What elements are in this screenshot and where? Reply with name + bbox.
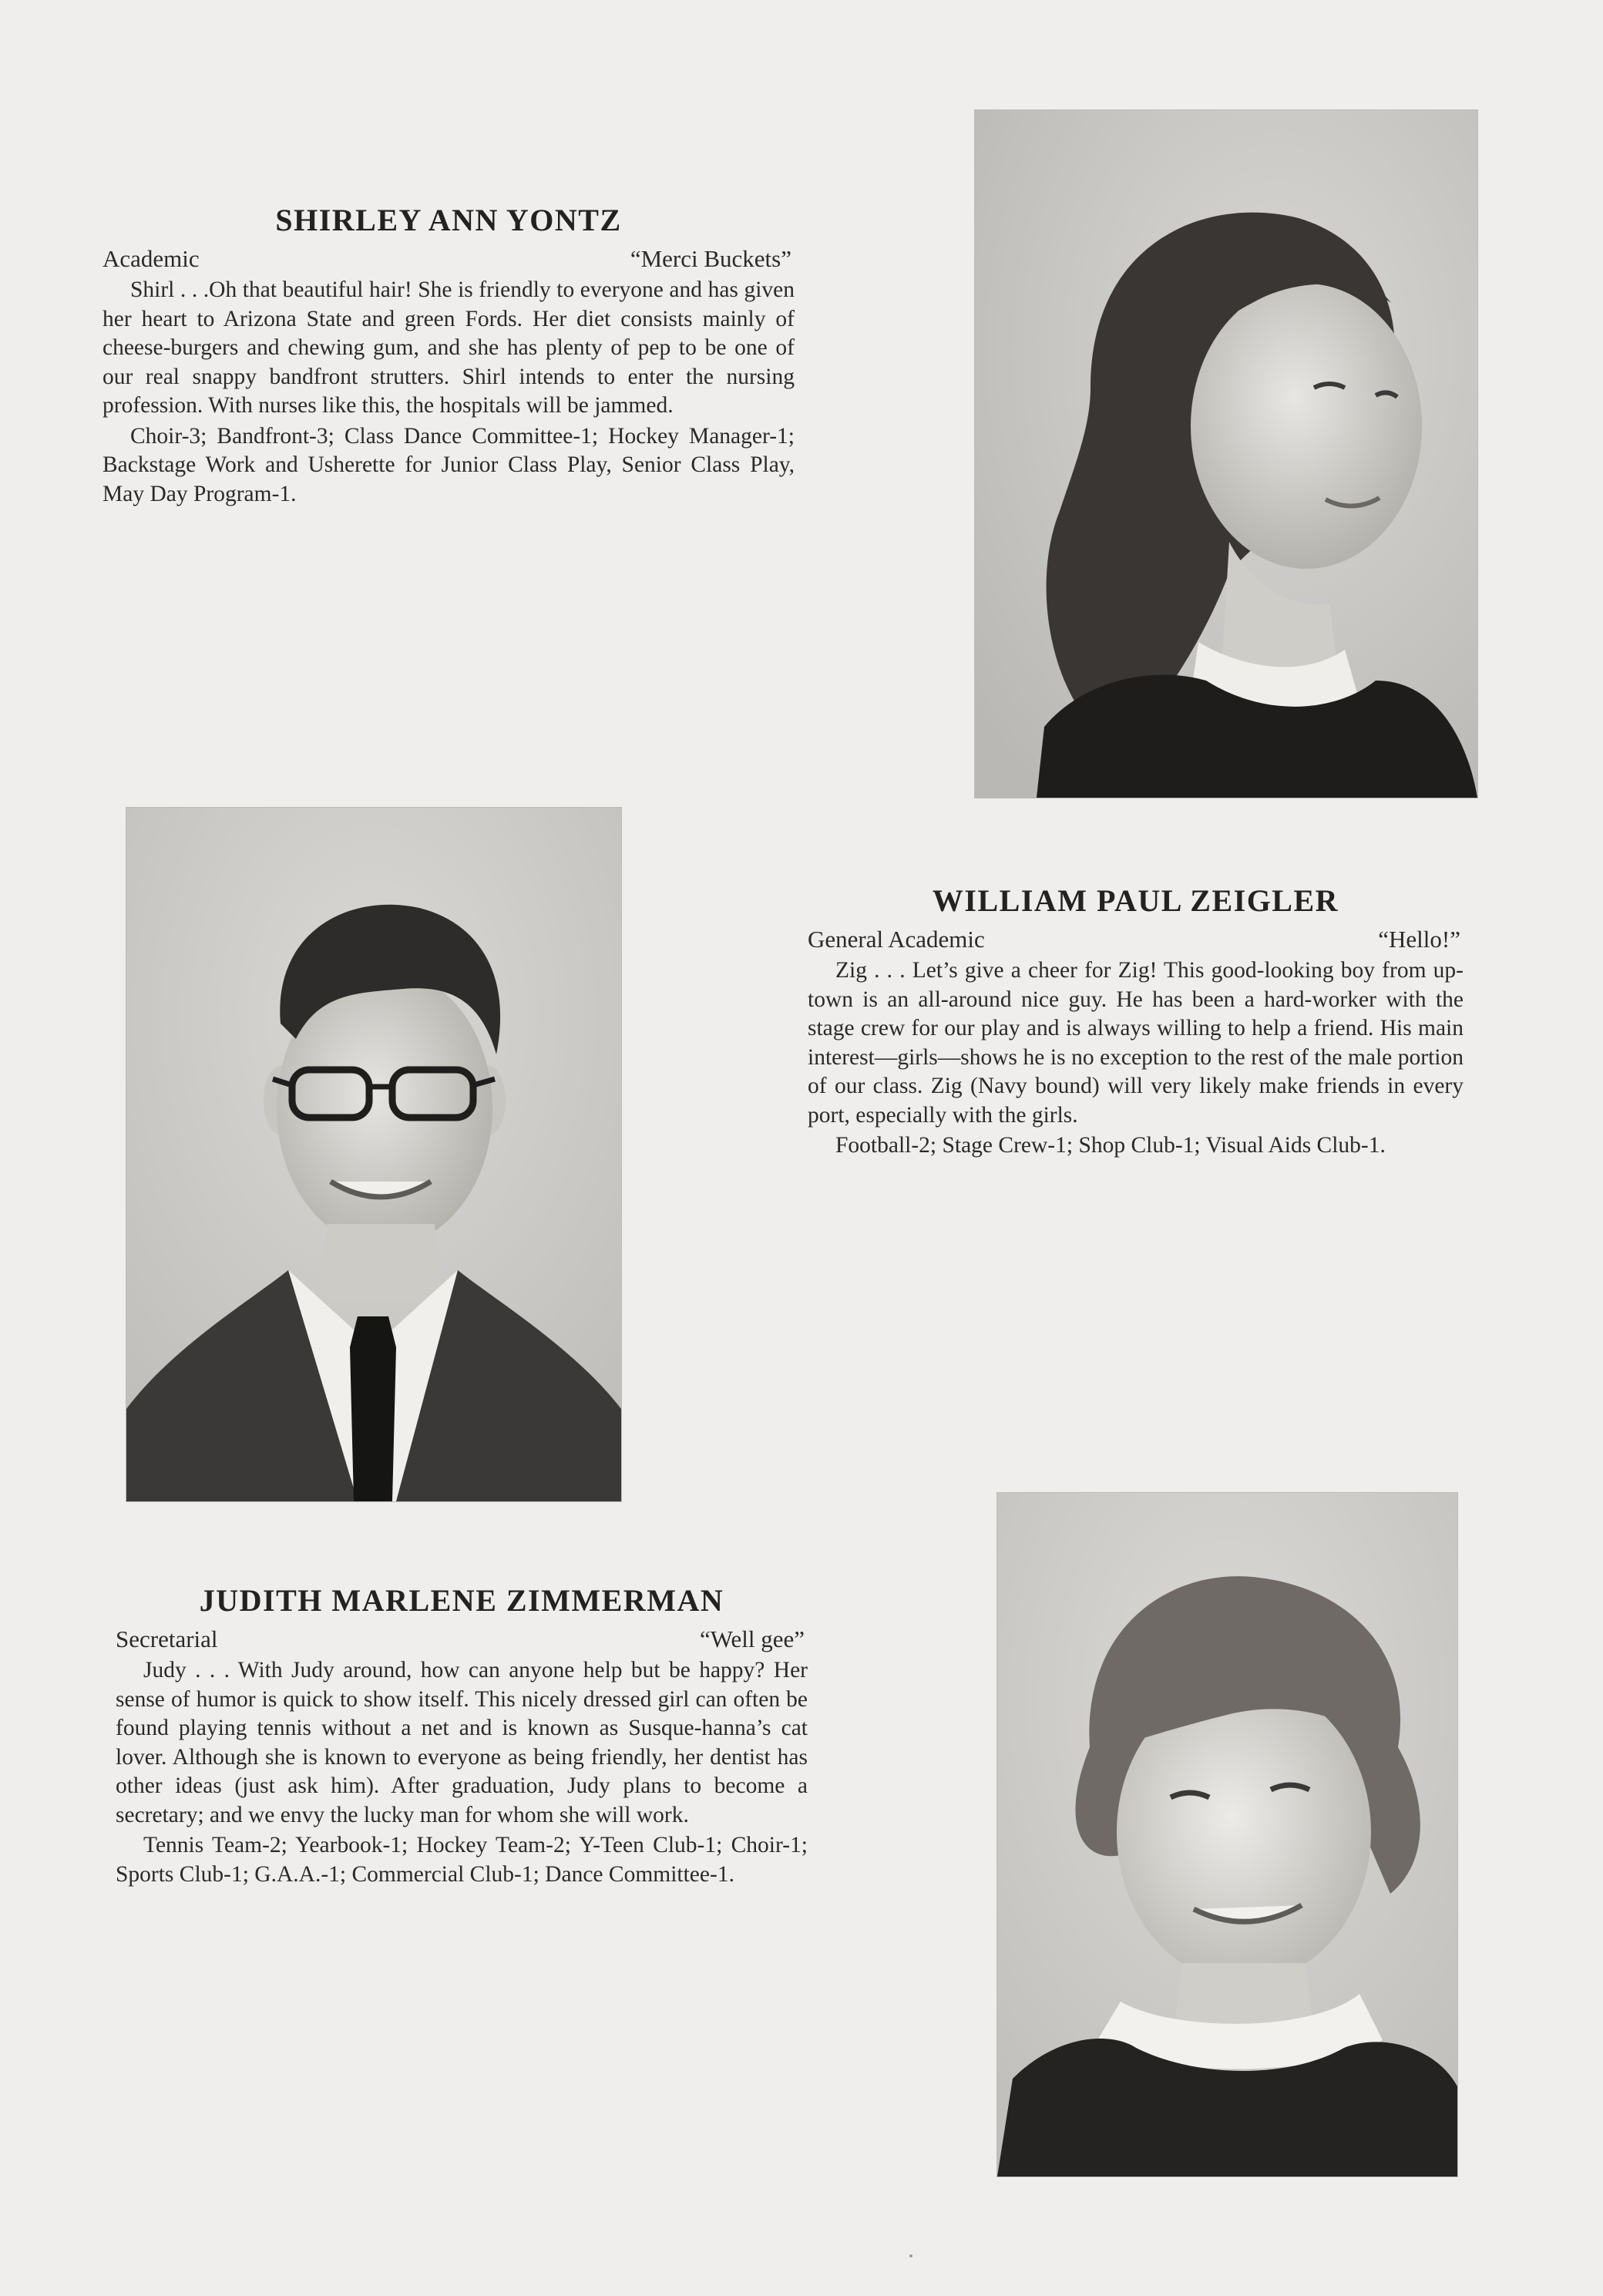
student-entry-zimmerman: [116, 1582, 808, 1889]
portrait-photo-yontz: [975, 110, 1477, 798]
student-meta: [102, 244, 791, 273]
portrait-zimmerman-image: [997, 1493, 1457, 2177]
student-quote: “Hello!”: [1378, 926, 1460, 953]
student-activities: Choir-3; Bandfront-3; Class Dance Committee-1; Hockey Manager-1; Backstage Work and Usherette for Junior Class Play, Senior Class Play, May Day Program-1.: [102, 423, 795, 506]
student-course: Secretarial: [116, 1625, 218, 1652]
student-meta: [808, 925, 1460, 953]
student-bio: Zig . . . Let’s give a cheer for Zig! This good-looking boy from up-town is an all-around nice guy. He has been a hard-worker with the stage crew for our play and is always willing to help a friend. His main interest—girls—shows he is no exception to the rest of the male portion of our class. Zig (Navy bound) will very likely make friends in every port, especially with the girls.: [808, 958, 1464, 1128]
student-name: JUDITH MARLENE ZIMMERMAN: [199, 1583, 724, 1618]
student-course: General Academic: [808, 926, 985, 953]
portrait-zeigler-image: [126, 808, 621, 1501]
student-entry-zeigler: [808, 882, 1464, 1161]
student-activities: Football-2; Stage Crew-1; Shop Club-1; Visual Aids Club-1.: [835, 1133, 1386, 1158]
portrait-yontz-image: [975, 110, 1477, 798]
paper-speck: [909, 2254, 912, 2257]
student-name: SHIRLEY ANN YONTZ: [275, 203, 622, 237]
student-quote: “Well gee”: [699, 1625, 805, 1652]
student-name: WILLIAM PAUL ZEIGLER: [932, 883, 1339, 918]
student-bio: Shirl . . .Oh that beautiful hair! She is friendly to everyone and has given her heart to Arizona State and green Fords. Her diet consists mainly of cheese-burgers and chewing gum, and she has plenty of pep to be one of our real snappy bandfront strutters. Shirl intends to enter the nursing profession. With nurses like this, the hospitals will be jammed.: [102, 277, 795, 418]
portrait-photo-zeigler: [126, 808, 621, 1501]
student-bio: Judy . . . With Judy around, how can anyone help but be happy? Her sense of humor is quick to show itself. This nicely dressed girl can often be found playing tennis without a net and is known as Susque-hanna’s cat lover. Although she is known to everyone as being friendly, her dentist has other ideas (just ask him). After graduation, Judy plans to become a secretary; and we envy the lucky man for whom she will work.: [116, 1658, 808, 1827]
student-course: Academic: [102, 245, 200, 272]
student-meta: [116, 1625, 805, 1653]
student-quote: “Merci Buckets”: [630, 245, 791, 272]
student-activities: Tennis Team-2; Yearbook-1; Hockey Team-2; Y-Teen Club-1; Choir-1; Sports Club-1; G.A.A.-1; Commercial Club-1; Dance Committee-1.: [116, 1833, 808, 1887]
student-entry-yontz: [102, 202, 795, 509]
portrait-photo-zimmerman: [997, 1493, 1457, 2177]
